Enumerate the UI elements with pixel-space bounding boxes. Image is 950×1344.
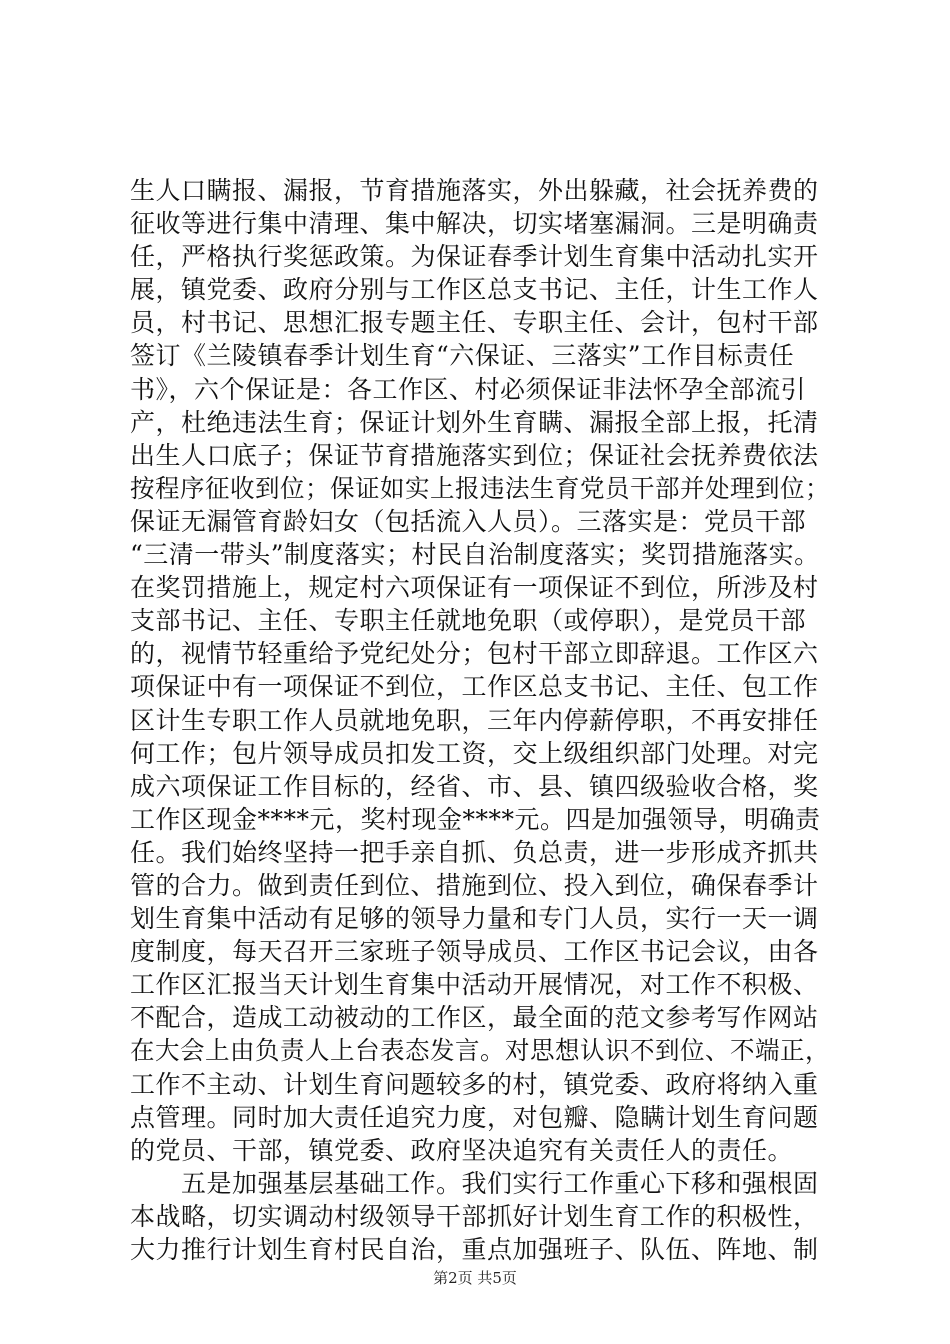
- text-line: 工作不主动、计划生育问题较多的村，镇党委、政府将纳入重: [130, 1069, 819, 1099]
- text-line: 按程序征收到位；保证如实上报违法生育党员干部并处理到位；: [130, 473, 831, 503]
- text-line: 书》，六个保证是：各工作区、村必须保证非法怀孕全部流引: [130, 374, 807, 404]
- text-line: 本战略，切实调动村级领导干部抓好计划生育工作的积极性，: [130, 1201, 819, 1231]
- text-line: 任。我们始终坚持一把手亲自抓、负总责，进一步形成齐抓共: [130, 837, 819, 867]
- text-line: 工作区现金****元，奖村现金****元。四是加强领导，明确责: [130, 804, 821, 834]
- text-line: 管的合力。做到责任到位、措施到位、投入到位，确保春季计: [130, 870, 819, 900]
- text-line: 任，严格执行奖惩政策。为保证春季计划生育集中活动扎实开: [130, 242, 819, 272]
- text-line: 工作区汇报当天计划生育集中活动开展情况，对工作不积极、: [130, 970, 819, 1000]
- text-line: 划生育集中活动有足够的领导力量和专门人员，实行一天一调: [130, 904, 819, 934]
- text-line: 在奖罚措施上，规定村六项保证有一项保证不到位，所涉及村: [130, 573, 819, 603]
- text-line: 员，村书记、思想汇报专题主任、专职主任、会计，包村干部: [130, 308, 819, 338]
- text-line: 的，视情节轻重给予党纪处分；包村干部立即辞退。工作区六: [130, 639, 819, 669]
- text-line: 点管理。同时加大责任追究力度，对包瓣、隐瞒计划生育问题: [130, 1102, 819, 1132]
- text-line: 何工作；包片领导成员扣发工资，交上级组织部门处理。对完: [130, 738, 819, 768]
- document-body: [130, 174, 830, 1266]
- text-line: 征收等进行集中清理、集中解决，切实堵塞漏洞。三是明确责: [130, 209, 819, 239]
- text-line: 产，杜绝违法生育；保证计划外生育瞒、漏报全部上报，托清: [130, 407, 819, 437]
- text-line: 区计生专职工作人员就地免职，三年内停薪停职，不再安排任: [130, 705, 819, 735]
- text-line: 成六项保证工作目标的，经省、市、县、镇四级验收合格，奖: [130, 771, 819, 801]
- text-line: 保证无漏管育龄妇女（包括流入人员）。三落实是：党员干部: [130, 506, 807, 536]
- text-line: 度制度，每天召开三家班子领导成员、工作区书记会议，由各: [130, 937, 819, 967]
- text-line: 五是加强基层基础工作。我们实行工作重心下移和强根固: [130, 1168, 819, 1198]
- text-line: 展，镇党委、政府分别与工作区总支书记、主任，计生工作人: [130, 275, 819, 305]
- text-line: 项保证中有一项保证不到位，工作区总支书记、主任、包工作: [130, 672, 819, 702]
- text-line: 生人口瞒报、漏报，节育措施落实，外出躲藏，社会抚养费的: [130, 176, 819, 205]
- text-line: “三清一带头”制度落实；村民自治制度落实；奖罚措施落实。: [130, 540, 820, 570]
- page-number-footer: 第2页 共5页: [433, 1269, 517, 1287]
- text-line: 支部书记、主任、专职主任就地免职（或停职），是党员干部: [130, 606, 807, 636]
- text-line: 的党员、干部，镇党委、政府坚决追究有关责任人的责任。: [130, 1135, 794, 1165]
- text-line: 大力推行计划生育村民自治，重点加强班子、队伍、阵地、制: [130, 1235, 819, 1264]
- text-line: 出生人口底子；保证节育措施落实到位；保证社会抚养费依法: [130, 440, 819, 470]
- text-line: 签订《兰陵镇春季计划生育“六保证、三落实”工作目标责任: [130, 341, 795, 371]
- text-line: 不配合，造成工动被动的工作区，最全面的范文参考写作网站: [130, 1003, 819, 1033]
- text-line: 在大会上由负责人上台表态发言。对思想认识不到位、不端正，: [130, 1036, 831, 1066]
